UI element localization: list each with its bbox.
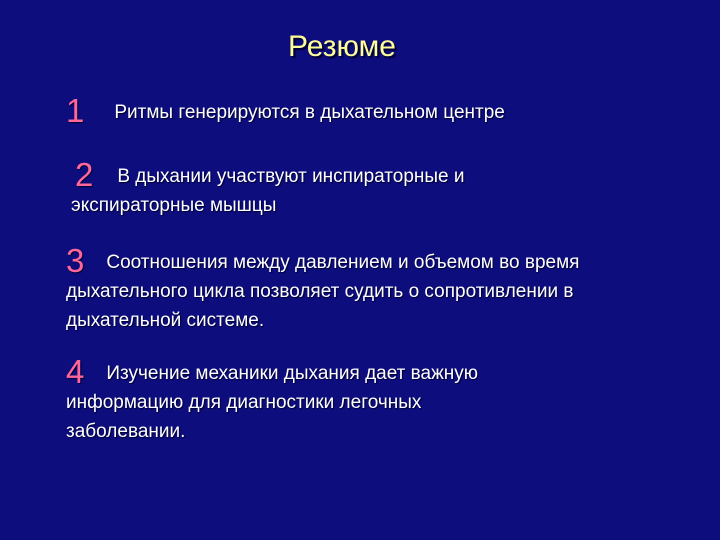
item-number: 3 [66, 242, 85, 279]
item-text-line: Изучение механики дыхания дает важную [106, 363, 479, 384]
item-text-line: В дыхании участвуют инспираторные и [117, 166, 465, 187]
item-text-line: информацию для диагностики легочных [66, 392, 422, 413]
summary-item-4 [66, 353, 686, 446]
item-text-line: экспираторные мышцы [71, 195, 277, 216]
item-text-line: дыхательной системе. [66, 310, 265, 331]
summary-item-2 [66, 156, 686, 220]
item-number: 2 [75, 156, 94, 193]
item-text-line: заболевании. [66, 421, 186, 442]
summary-item-3 [66, 242, 686, 335]
slide-title: Резюме [288, 30, 396, 63]
item-text-line: Соотношения между давлением и объемом во время [106, 252, 580, 273]
item-number: 4 [66, 353, 85, 390]
item-text-line: дыхательного цикла позволяет судить о сопротивлении в [66, 281, 574, 302]
item-text-line: Ритмы генерируются в дыхательном центре [114, 102, 505, 123]
summary-item-1 [66, 92, 686, 129]
item-number: 1 [66, 92, 85, 129]
